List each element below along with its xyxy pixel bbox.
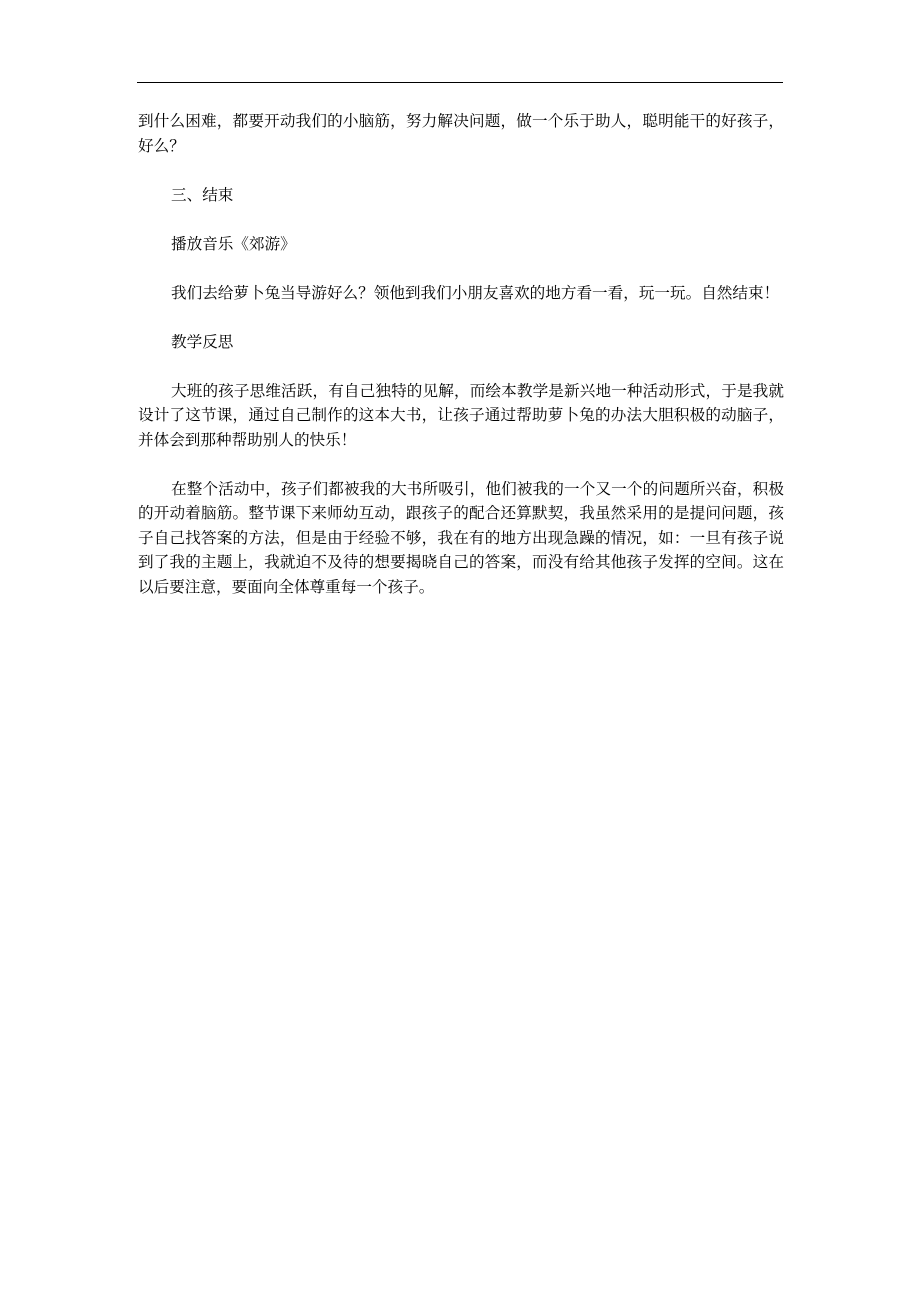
section-heading-reflection: 教学反思 [171,332,234,351]
section-heading-end: 三、结束 [171,185,234,204]
paragraph-continuation: 到什么困难，都要开动我们的小脑筋，努力解决问题，做一个乐于助人，聪明能干的好孩子，好么？ [138,112,784,155]
paragraph-reflection-1: 大班的孩子思维活跃，有自己独特的见解，而绘本教学是新兴地一种活动形式，于是我就设计了这节课，通过自己制作的这本大书，让孩子通过帮助萝卜兔的办法大胆积极的动脑子，并体会到那种帮助别人的快乐！ [138,381,784,449]
paragraph-guide: 我们去给萝卜兔当导游好么？领他到我们小朋友喜欢的地方看一看，玩一玩。自然结束！ [171,283,780,302]
header-rule [137,82,783,83]
paragraph-music: 播放音乐《郊游》 [171,234,296,253]
document-body [138,109,784,624]
paragraph-reflection-2: 在整个活动中，孩子们都被我的大书所吸引，他们被我的一个又一个的问题所兴奋，积极的开动着脑筋。整节课下来师幼互动，跟孩子的配合还算默契，我虽然采用的是提问问题，孩子自己找答案的方法，但是由于经验不够，我在有的地方出现急躁的情况，如：一旦有孩子说到了我的主题上，我就迫不及待的想要揭晓自己的答案，而没有给其他孩子发挥的空间。这在以后要注意，要面向全体尊重每一个孩子。 [138,479,784,596]
